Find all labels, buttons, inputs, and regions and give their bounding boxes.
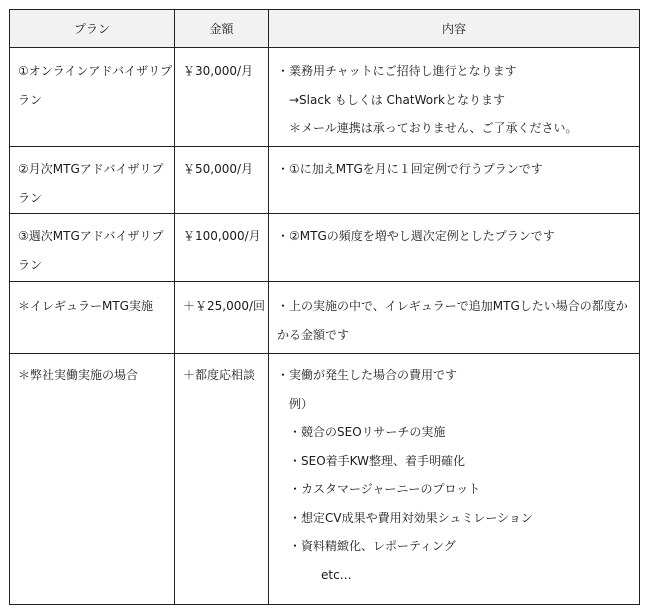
- table-row: [10, 48, 640, 147]
- content-cell: [269, 147, 640, 214]
- content-line: ＊メール連携は承っておりません、ご了承ください。: [289, 121, 578, 135]
- plan-cell: ＊イレギュラーMTG実施: [10, 282, 175, 354]
- header-content: 内容: [269, 10, 640, 48]
- price-cell: ￥50,000/月: [175, 147, 269, 214]
- header-plan: プラン: [10, 10, 175, 48]
- content-cell: ・上の実施の中で、イレギュラーで追加MTGしたい場合の都度かかる金額です: [269, 282, 640, 354]
- plan-cell: ②月次MTGアドバイザリプラン: [10, 147, 175, 214]
- table-row: [10, 354, 640, 605]
- price-cell: ＋￥25,000/回: [175, 282, 269, 354]
- content-line: ・実働が発生した場合の費用です: [277, 368, 458, 382]
- content-cell: [269, 354, 640, 605]
- table-row: [10, 147, 640, 214]
- price-cell: ＋都度応相談: [175, 354, 269, 605]
- content-line: ・②MTGの頻度を増やし週次定例としたプランです: [277, 229, 555, 243]
- plan-cell: ③週次MTGアドバイザリプラン: [10, 214, 175, 282]
- price-cell: ￥100,000/月: [175, 214, 269, 282]
- content-line: →Slack もしくは ChatWorkとなります: [289, 92, 505, 107]
- header-row: [10, 10, 640, 48]
- content-line: ・想定CV成果や費用対効果シュミレーション: [289, 510, 533, 525]
- plan-cell: ＊弊社実働実施の場合: [10, 354, 175, 605]
- content-line: ・競合のSEOリサーチの実施: [289, 425, 446, 439]
- plan-cell: ①オンラインアドバイザリプラン: [10, 48, 175, 147]
- content-line: etc…: [321, 567, 352, 582]
- pricing-table: [9, 9, 640, 605]
- table-row: [10, 214, 640, 282]
- table-row: [10, 282, 640, 354]
- content-line: ・カスタマージャーニーのプロット: [289, 482, 481, 496]
- content-line: ・業務用チャットにご招待し進行となります: [277, 64, 517, 78]
- content-line: ・①に加えMTGを月に１回定例で行うプランです: [277, 162, 543, 176]
- header-price: 金額: [175, 10, 269, 48]
- content-line: ・資料精緻化、レポーティング: [289, 539, 456, 553]
- content-line: 例）: [289, 396, 314, 411]
- content-cell: [269, 214, 640, 282]
- content-line: ・SEO着手KW整理、着手明確化: [289, 453, 465, 468]
- content-cell: [269, 48, 640, 147]
- price-cell: ￥30,000/月: [175, 48, 269, 147]
